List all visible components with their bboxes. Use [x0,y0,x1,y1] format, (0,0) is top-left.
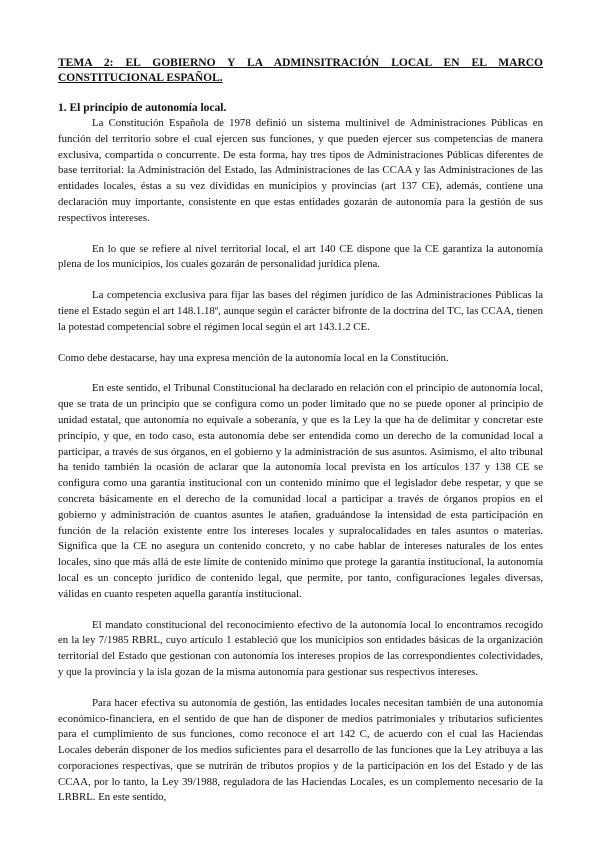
paragraph-2: En lo que se refiere al nivel territorial local, el art 140 CE dispone que la CE garantiza la autonomía plena de los municipios, los cuales gozarán de personalidad jurídica plena. [58,242,543,271]
paragraph-3: La competencia exclusiva para fijar las bases del régimen jurídico de las Administraciones Públicas la tiene el Estado según el art 148.1.18º, aunque según el carácter bifronte de la doctrina del TC, las CCAA, tienen la potestad competencial sobre el régimen local según el art 143.1.2 CE. [58,289,543,333]
section-heading: 1. El principio de autonomía local. [58,102,227,114]
paragraph-6: El mandato constitucional del reconocimiento efectivo de la autonomía local lo encontramos recogido en la ley 7/1985 RBRL, cuyo artículo 1 estableció que los municipios son entidades básicas de la organización territorial del Estado que gestionan con autonomía los intereses propios de las correspondientes colectividades, y que la provincia y la isla gozan de la misma autonomía para gestionar sus respectivos intereses. [58,618,543,678]
paragraph-1: La Constitución Española de 1978 definió un sistema multinivel de Administraciones Públicas en función del territorio sobre el cual ejercen sus funciones, y que pueden ejercer sus competencias de manera exclusiva, compartida o concurrente. De esta forma, hay tres tipos de Administraciones Públicas diferentes de base territorial: la Administración del Estado, las Administraciones de las CCAA y las Administraciones de las entidades locales, éstas a su vez divididas en municipios y provincias (art 137 CE), además, contiene una declaración muy importante, consistente en que estas entidades gozarán de autonomía para la gestión de sus respectivos intereses. [58,117,543,224]
document-title: TEMA 2: EL GOBIERNO Y LA ADMINSITRACIÓN LOCAL EN EL MARCO CONSTITUCIONAL ESPAÑOL. [58,57,543,84]
document-body [58,56,543,821]
paragraph-4: Como debe destacarse, hay una expresa mención de la autonomía local en la Constitución. [58,351,449,364]
paragraph-5: En este sentido, el Tribunal Constitucional ha declarado en relación con el principio de autonomía local, que se trata de un principio que se configura como un poder limitado que no se puede oponer al principio de unidad estatal, que autonomía no equivale a soberanía, y que es la Ley la que ha de delimitar y concretar este principio, y que, en todo caso, esta autonomía debe ser entendida como un derecho de la comunidad local a participar, a través de sus órganos, en el gobierno y la administración de sus asuntos. Asimismo, el alto tribunal ha tenido también la ocasión de aclarar que la autonomía local prevista en los artículos 137 y 138 CE se configura como una garantía institucional con un contenido mínimo que el legislador debe respetar, y que se concreta básicamente en el derecho de la comunidad local a participar a través de órganos propios en el gobierno y administración de cuantos asuntes le atañen, graduándose la intensidad de esta participación en función de la relación existente entre los intereses locales y supralocalidades en tales asuntos o materias. Significa que la CE no asegura un contenido concreto, y no cabe hablar de intereses naturales de los entes locales, sino que más allá de este límite de contenido mínimo que protege la garantía institucional, la autonomía local es un concepto jurídico de contenido legal, que permite, por tanto, configuraciones legales diversas, válidas en cuanto respeten aquella garantía institucional. [58,382,543,600]
paragraph-7: Para hacer efectiva su autonomía de gestión, las entidades locales necesitan también de una autonomía económico-financiera, en el sentido de que han de disponer de medios patrimoniales y tributarios suficientes para el cumplimiento de sus funciones, como reconoce el art 142 C, de acuerdo con el cual las Haciendas Locales deberán disponer de los medios suficientes para el desarrollo de las funciones que la Ley atribuya a las corporaciones respectivas, que se nutrirán de tributos propios y de la participación en los del Estado y de las CCAA, por lo tanto, la Ley 39/1988, reguladora de las Haciendas Locales, es un complemento necesario de la LRBRL. En este sentido, [58,696,543,804]
